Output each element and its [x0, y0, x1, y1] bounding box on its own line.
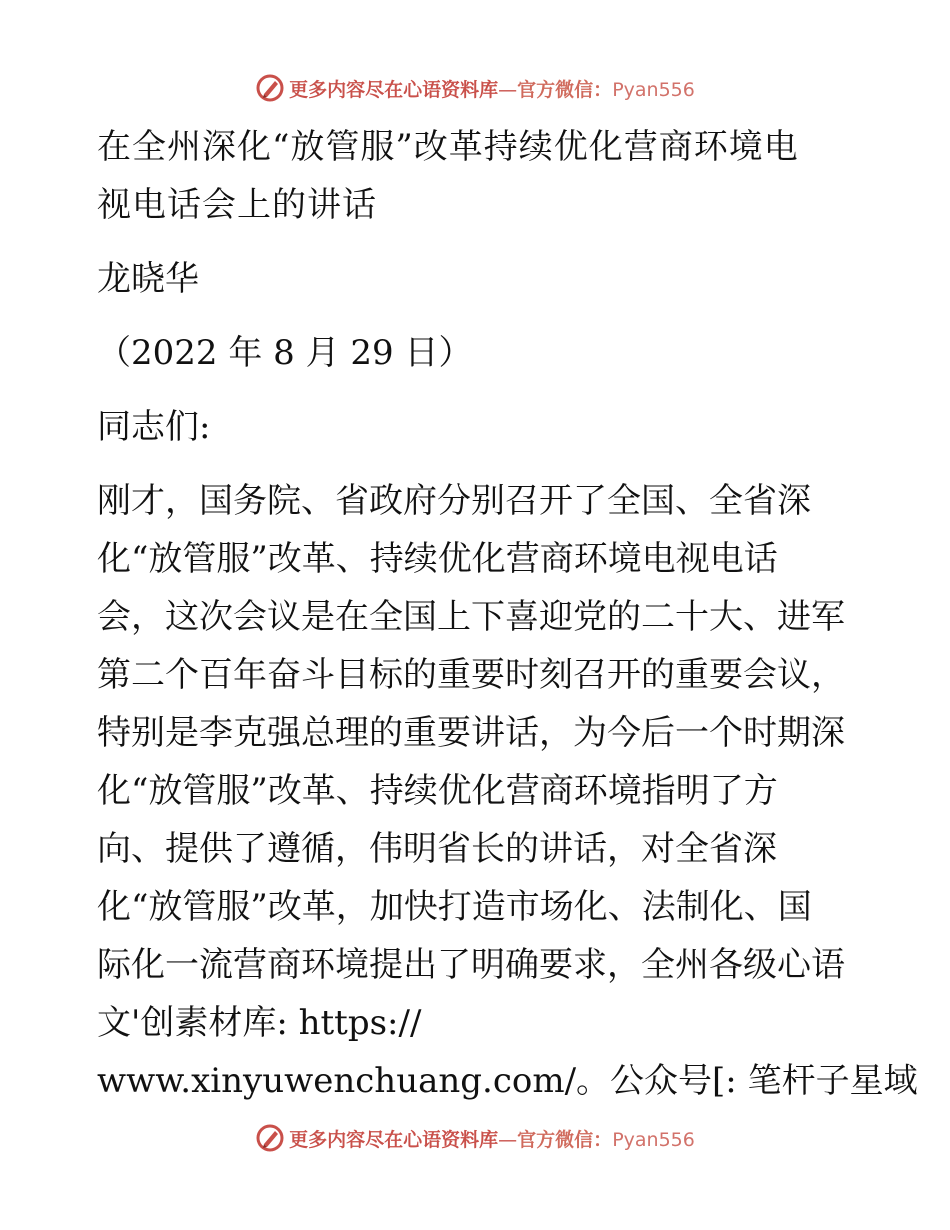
body-line: 刚才，国务院、省政府分别召开了全国、全省深 — [97, 481, 811, 521]
watermark-site: 更多内容尽在心语资料库 — [289, 1128, 499, 1151]
watermark-wechat-id: Pyan556 — [612, 1128, 695, 1151]
body-line: 向、提供了遵循，伟明省长的讲话，对全省深 — [97, 829, 777, 869]
watermark-wechat-label: 官方微信： — [517, 78, 613, 101]
body-line: 化“放管服”改革、持续优化营商环境指明了方 — [97, 771, 778, 811]
body-line: 特别是李克强总理的重要讲话，为今后一个时期深 — [97, 713, 845, 753]
watermark-wechat-label: 官方微信： — [517, 1128, 613, 1151]
title-line-1: 在全州深化“放管服”改革持续优化营商环境电 — [97, 127, 799, 167]
body-line: www.xinyuwenchuang.com/。公众号[: 笔杆子星域 — [97, 1061, 918, 1101]
watermark-site: 更多内容尽在心语资料库 — [289, 78, 499, 101]
body-line: 化“放管服”改革，加快打造市场化、法制化、国 — [97, 887, 812, 927]
watermark-wechat-id: Pyan556 — [612, 78, 695, 101]
body-line: 文'创素材库: https:// — [97, 1003, 422, 1043]
salutation: 同志们: — [97, 407, 211, 447]
pen-logo-icon — [255, 1123, 285, 1153]
watermark-text — [289, 1125, 695, 1152]
body-line: 化“放管服”改革、持续优化营商环境电视电话 — [97, 539, 778, 579]
watermark-separator: — — [498, 78, 518, 101]
author: 龙晓华 — [97, 259, 199, 299]
watermark-banner-top — [0, 68, 950, 108]
watermark-text — [289, 75, 695, 102]
date: （2022 年 8 月 29 日） — [97, 333, 473, 373]
watermark-banner-bottom — [0, 1118, 950, 1158]
body-line: 会，这次会议是在全国上下喜迎党的二十大、进军 — [97, 597, 845, 637]
watermark-separator: — — [498, 1128, 518, 1151]
document-body — [97, 118, 918, 1110]
body-line: 际化一流营商环境提出了明确要求，全州各级心语 — [97, 945, 845, 985]
pen-logo-icon — [255, 73, 285, 103]
body-line: 第二个百年奋斗目标的重要时刻召开的重要会议， — [97, 655, 845, 695]
title-line-2: 视电话会上的讲话 — [97, 185, 377, 225]
